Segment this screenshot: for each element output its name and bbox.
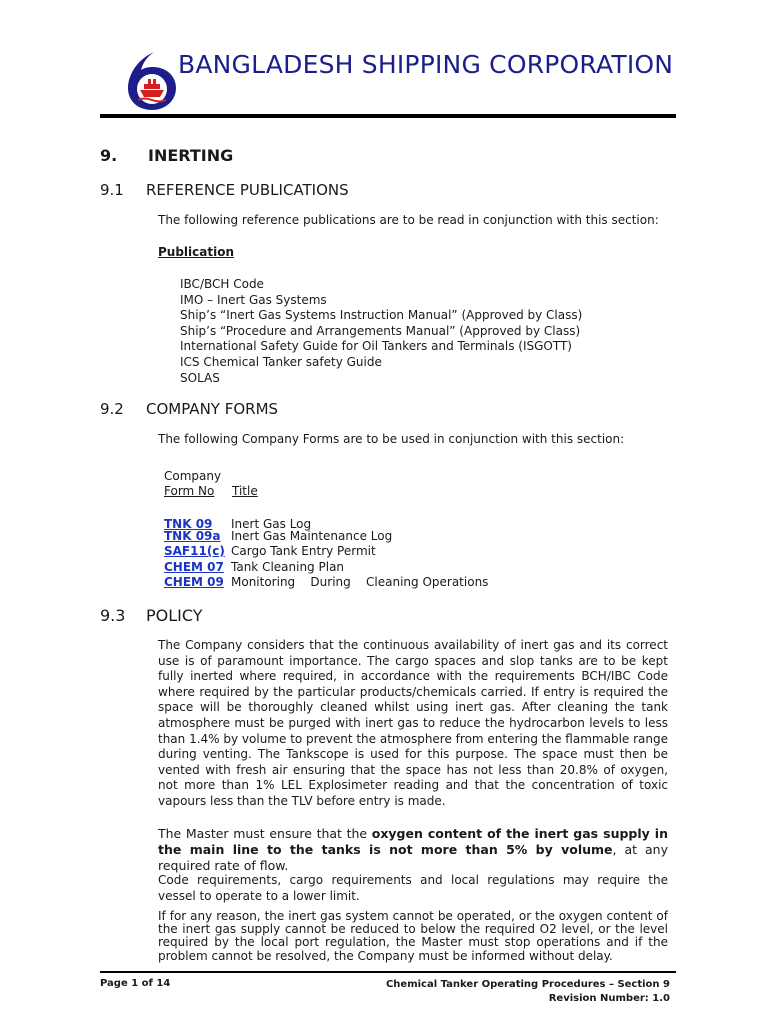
policy-paragraph-3: Code requirements, cargo requirements and local regulations may require the vessel to operate to a lower limit. <box>158 873 668 903</box>
ref-heading <box>100 181 349 199</box>
policy-number: 9.3 <box>100 606 126 625</box>
form-title: Inert Gas Log <box>231 517 312 531</box>
column-header-title: Title <box>232 484 258 498</box>
forms-heading <box>100 400 278 418</box>
p2-text-post: , at any required rate of flow. <box>158 842 668 873</box>
policy-paragraph-4: If for any reason, the inert gas system cannot be operated, or the oxygen content of the inert gas supply cannot be reduced to below the required O2 level, or the level required by the local port regulation, the Master must stop operations and if the problem cannot be resolved, the Company must be informed without delay. <box>158 909 668 963</box>
section-heading <box>100 146 233 165</box>
policy-paragraph-1: The Company considers that the continuous availability of inert gas and its correct use is of paramount importance. The cargo spaces and slop tanks are to be kept fully inerted where required, in accordance with the requirements BCH/IBC Code where required by the particular products/chemicals carried. If entry is required the space will be thoroughly cleaned whilst using inert gas. After cleaning the tank atmosphere must be purged with inert gas to reduce the hydrocarbon levels to less than 1.4% by volume to prevent the atmosphere from entering the flammable range during venting. The Tankscope is used for this purpose. The space must then be vented with fresh air ensuring that the space has not less than 20.8% of oxygen, not more than 1% LEL Explosimeter reading and that the concentration of toxic vapours less than the TLV before entry is made. <box>158 638 668 808</box>
policy-title: POLICY <box>146 606 203 625</box>
list-item: Ship’s “Procedure and Arrangements Manual” (Approved by Class) <box>180 323 581 338</box>
form-link-tnk09a[interactable]: TNK 09a <box>164 528 221 543</box>
publication-list <box>180 277 582 386</box>
form-link-tnk09[interactable]: TNK 09 <box>164 517 213 531</box>
table-row <box>164 529 488 545</box>
form-title: Tank Cleaning Plan <box>231 559 345 574</box>
p2-text-pre: The Master must ensure that the <box>158 826 372 841</box>
list-item: IMO – Inert Gas Systems <box>180 292 327 307</box>
forms-title: COMPANY FORMS <box>146 400 279 418</box>
form-link-saf11c[interactable]: SAF11(c) <box>164 544 225 558</box>
forms-intro: The following Company Forms are to be used in conjunction with this section: <box>158 432 625 446</box>
form-link-chem07[interactable]: CHEM 07 <box>164 559 224 574</box>
table-row <box>164 560 488 576</box>
footer-doc-info <box>386 978 670 1006</box>
list-item: SOLAS <box>180 370 220 385</box>
column-header-form-no: Form No <box>164 484 215 498</box>
footer-divider <box>100 971 676 973</box>
form-title: Monitoring During Cleaning Operations <box>231 575 489 589</box>
list-item: International Safety Guide for Oil Tankers and Terminals (ISGOTT) <box>180 339 572 354</box>
p2-emphasis: oxygen content of the inert gas supply in the main line to the tanks is not more than 5% by volume <box>158 826 668 857</box>
table-row <box>164 575 488 591</box>
table-row <box>164 544 488 560</box>
form-title: Inert Gas Maintenance Log <box>231 528 393 543</box>
document-title: Chemical Tanker Operating Procedures – Section 9 <box>385 979 670 990</box>
list-item: IBC/BCH Code <box>180 277 264 291</box>
list-item: ICS Chemical Tanker safety Guide <box>180 354 382 369</box>
bsc-logo <box>124 50 180 112</box>
page-number: Page 1 of 14 <box>100 978 171 989</box>
form-title: Cargo Tank Entry Permit <box>231 544 376 558</box>
section-title: INERTING <box>148 146 234 165</box>
policy-paragraph-2 <box>158 826 668 874</box>
policy-heading <box>100 606 203 625</box>
revision-number: Revision Number: 1.0 <box>548 993 670 1004</box>
publication-heading: Publication <box>158 245 235 259</box>
header-divider <box>100 114 676 118</box>
section-number: 9. <box>100 146 118 165</box>
column-header-company: Company <box>164 469 222 483</box>
ref-number: 9.1 <box>100 181 124 199</box>
forms-table-header <box>164 469 258 499</box>
ref-title: REFERENCE PUBLICATIONS <box>146 181 349 199</box>
forms-number: 9.2 <box>100 400 124 418</box>
forms-table <box>164 517 488 591</box>
list-item: Ship’s “Inert Gas Systems Instruction Manual” (Approved by Class) <box>180 308 583 323</box>
ref-intro: The following reference publications are to be read in conjunction with this section: <box>158 213 659 227</box>
corporation-name: BANGLADESH SHIPPING CORPORATION <box>178 50 674 79</box>
form-link-chem09[interactable]: CHEM 09 <box>164 575 224 589</box>
